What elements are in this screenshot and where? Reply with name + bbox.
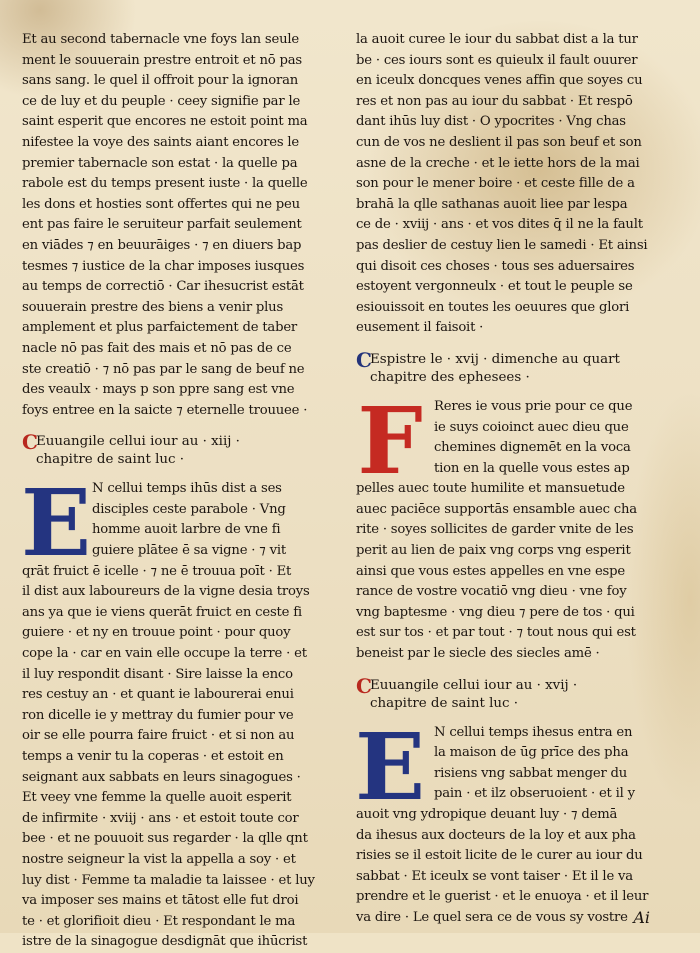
text-line: cun de vos ne deslient il pas son beuf et son [356,134,642,150]
text-line: ron dicelle ie y mettray du fumier pour ve [22,707,294,723]
text-line: qui disoit ces choses · tous ses aduersaires [356,258,635,274]
text-line: pain · et ilz obseruoient · et il y [434,786,635,802]
text-line: risies se il estoit licite de le curer au iour du [356,848,643,864]
text-line: va imposer ses mains et tātost elle fut droi [22,893,299,909]
text-line: perit au lien de paix vng corps vng esperit [356,543,631,559]
folio-signature: Ai [633,908,650,927]
text-line: asne de la creche · et le iette hors de la mai [356,155,640,171]
right-paragraph-3 [356,805,674,929]
text-line: ste creatiō · ⁊ nō pas par le sang de beuf ne [22,361,305,377]
text-line: pelles auec toute humilite et mansuetude [356,481,625,497]
right-paragraph-1 [356,30,674,339]
right-heading-1 [356,347,674,387]
text-line: auoit vng ydropique deuant luy · ⁊ demā [356,807,618,822]
text-line: eusement il faisoit · [356,320,484,336]
text-line: rance de vostre vocatiō vng dieu · vne foy [356,584,627,600]
text-line: ce de · xviij · ans · et vos dites q̄ il ne la fault [356,217,643,233]
text-line: disciples ceste parabole · Vng [92,501,286,517]
text-line: dant ihūs luy dist · O ypocrites · Vng chas [356,114,626,130]
text-line: auec paciēce supportās ensamble auec cha [356,501,637,517]
text-line: temps a venir tu la coperas · et estoit en [22,749,284,764]
text-line: ie suys coioinct auec dieu que [434,419,629,435]
decorated-initial-e: E [20,469,92,578]
text-line: ent pas faire le seruiteur parfait seulement [22,217,302,233]
text-line: la auoit curee le iour du sabbat dist a la tur [356,32,638,47]
text-line: souuerain prestre des biens a venir plus [22,299,284,315]
text-line: la maison de ūg prīce des pha [434,745,629,761]
text-line: qrāt fruict ē icelle · ⁊ ne ē trouua poīt · Et [22,563,292,579]
text-line: seignant aux sabbats en leurs sinagogues · [22,769,301,785]
text-line: res cestuy an · et quant ie labourerai enui [22,687,294,703]
heading-line: chapitre de saint luc · [370,695,518,711]
heading-line: Espistre le · xvij · dimenche au quart [370,351,620,367]
text-line: risiens vng sabbat menger du [434,765,628,781]
text-line: istre de la sinagogue desdignāt que ihūcrist [22,934,308,950]
text-line: tion en la quelle vous estes ap [434,460,630,476]
text-line: estoyent vergonneulx · et tout le peuple se [356,279,633,295]
text-line: prendre et le guerist · et le enuoya · et il leur [356,889,649,905]
text-line: rite · soyes sollicites de garder vnite de les [356,522,634,538]
text-line: les dons et hosties sont offertes qui ne peu [22,196,300,212]
text-line: guiere · et ny en trouue point · pour quoy [22,625,291,641]
text-line: il luy respondit disant · Sire laisse la enco [22,666,293,682]
text-line: Et au second tabernacle vne foys lan seule [22,32,299,47]
decorated-initial-e: E [354,712,426,821]
text-line: res et non pas au iour du sabbat · Et respō [356,93,633,109]
text-line: Et veey vne femme la quelle auoit esperit [22,790,292,806]
text-line: saint esperit que encores ne estoit point ma [22,114,308,130]
text-line: sabbat · Et iceulx se vont taiser · Et il le va [356,868,633,884]
text-line: son pour le mener boire · et ceste fille de a [356,176,635,192]
text-line: en viādes ⁊ en beuurāiges · ⁊ en diuers bap [22,237,302,253]
right-heading-2 [356,673,674,713]
right-column [356,30,674,929]
right-epistle-block [356,386,674,665]
left-paragraph-1 [22,30,320,421]
text-line: bee · et ne pouuoit sus regarder · la qlle qnt [22,831,308,847]
right-gospel-block [354,712,674,929]
rubric-pilcrow-icon: C [22,430,38,455]
heading-line: chapitre des ephesees · [370,369,530,385]
text-line: te · et glorifioit dieu · Et respondant le ma [22,913,296,929]
decorated-initial-f: F [357,386,423,495]
text-line: foys entree en la saicte ⁊ eternelle trouuee · [22,402,308,418]
text-line: tesmes ⁊ iustice de la char imposes iusques [22,258,305,274]
left-gospel-block [20,469,320,953]
text-line: premier tabernacle son estat · la quelle pa [22,155,298,171]
text-line: amplement et plus parfaictement de taber [22,320,298,336]
text-line: be · ces iours sont es quieulx il fault ouurer [356,52,638,68]
heading-line: Euuangile cellui iour au · xiij · [36,434,240,450]
left-heading-1 [22,430,320,469]
rubric-pilcrow-icon: C [356,347,372,372]
text-line: ans ya que ie viens querāt fruict en ceste fi [22,604,302,620]
rubric-pilcrow-icon: C [356,673,372,698]
text-line: de infirmite · xviij · ans · et estoit toute cor [22,810,299,826]
heading-line: Euuangile cellui iour au · xvij · [370,677,578,693]
text-line: va dire · Le quel sera ce de vous sy vostre [356,909,628,925]
right-paragraph-2 [356,479,674,664]
text-line: des veaulx · mays p son ppre sang est vne [22,382,295,398]
text-line: cope la · car en vain elle occupe la terre · et [22,646,307,662]
text-line: rabole est du temps present iuste · la quelle [22,176,308,192]
left-column [22,30,320,953]
heading-line: chapitre de saint luc · [36,452,184,468]
text-line: nacle nō pas fait des mais et nō pas de ce [22,340,292,356]
text-line: en iceulx doncques venes affin que soyes cu [356,73,643,89]
text-line: guiere plātee ē sa vigne · ⁊ vit [92,543,286,559]
text-line: brahā la qlle sathanas auoit liee par lespa [356,196,628,212]
text-line: da ihesus aux docteurs de la loy et aux pha [356,827,636,843]
text-line: est sur tos · et par tout · ⁊ tout nous qui est [356,625,636,641]
text-line: ment le souuerain prestre entroit et nō pas [22,52,302,68]
text-line: vng baptesme · vng dieu ⁊ pere de tos · qui [356,604,635,620]
text-line: au temps de correctiō · Car ihesucrist estāt [22,279,304,295]
text-line: il dist aux laboureurs de la vigne desia troys [22,584,310,600]
text-line: esiouissoit en toutes les oeuures que glori [356,299,630,315]
text-line: ce de luy et du peuple · ceey signifie par le [22,93,301,109]
text-line: ainsi que vous estes appelles en vne espe [356,563,625,579]
text-line: Reres ie vous prie pour ce que [434,398,633,414]
text-line: chemines dignemēt en la voca [434,440,631,456]
text-line: homme auoit larbre de vne fi [92,522,281,538]
text-line: N cellui temps ihesus entra en [434,724,633,740]
text-line: oir se elle pourra faire fruict · et si non au [22,728,295,744]
text-line: beneist par le siecle des siecles amē · [356,646,600,662]
text-line: N cellui temps ihūs dist a ses [92,481,282,497]
text-line: nostre seigneur la vist la appella a soy · et [22,851,296,867]
text-line: sans sang. le quel il offroit pour la ignoran [22,73,299,89]
text-line: nifestee la voye des saints aiant encores le [22,134,300,150]
text-line: luy dist · Femme ta maladie ta laissee · et luy [22,872,315,888]
left-paragraph-2 [22,562,320,953]
text-line: pas deslier de cestuy lien le samedi · Et ainsi [356,237,648,253]
